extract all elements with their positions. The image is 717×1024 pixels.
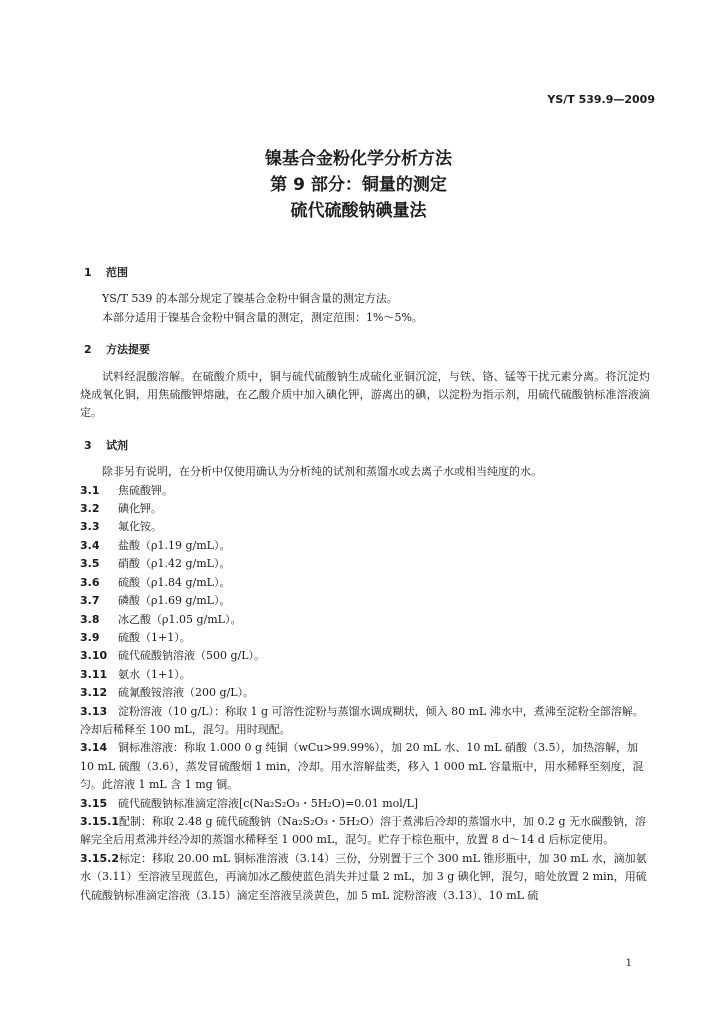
reagent-number: 3.11 [80,667,108,681]
title-line-3: 硫代硫酸钠碘量法 [290,201,427,221]
reagent-number: 3.9 [80,630,100,644]
section-heading-reagents [80,437,650,455]
reagent-text: 磷酸（ρ1.69 g/mL）。 [118,594,231,608]
reagent-number: 3.7 [80,594,100,608]
reagent-item [80,482,650,500]
section-number: 2 [84,343,92,357]
reagent-item [80,703,650,740]
title-line-2: 第 9 部分：铜量的测定 [270,175,447,195]
section-number: 1 [84,266,92,279]
reagent-item [80,500,650,518]
scope-paragraph: YS/T 539 的本部分规定了镍基合金粉中铜含量的测定方法。 [102,292,398,306]
reagent-item [80,684,650,702]
reagent-text: 硫氰酸铵溶液（200 g/L）。 [118,686,255,700]
reagent-number: 3.10 [80,649,108,663]
reagent-item [80,739,650,794]
reagent-text: 标定：移取 20.00 mL 铜标准溶液（3.14）三份，分别置于三个 300 mL 锥形瓶中，加 30 mL 水，滴加氨水（3.11）至溶液呈现蓝色，再滴加冰乙酸使蓝色消失并过量 2 mL，加 3 g 碘化钾，混匀，暗处放置 2 min，用硫代硫酸钠标准滴定溶液（3.15）滴定至溶液呈淡黄色，加 5 mL 淀粉溶液（3.13）、10 mL 硫 [80,851,647,902]
reagent-text: 铜标准溶液：称取 1.000 0 g 纯铜（wCu>99.99%），加 20 mL 水、10 mL 硝酸（3.5），加热溶解，加 10 mL 硫酸（3.6），蒸发冒硫酸烟 1 min，冷却。用水溶解盐类，移入 1 000 mL 容量瓶中，用水稀释至刻度，混匀。此溶液 1 mL 含 1 mg 铜。 [80,741,644,792]
section-heading-scope [80,264,650,282]
reagent-item [80,813,650,850]
section-title: 试剂 [106,438,128,452]
reagent-item [80,611,650,629]
reagent-text: 硫代硫酸钠标准滴定溶液[c(Na₂S₂O₃・5H₂O)=0.01 mol/L] [118,796,419,810]
reagent-text: 盐酸（ρ1.19 g/mL）。 [118,538,231,552]
reagent-item [80,666,650,684]
section-heading-method [80,341,650,359]
reagent-number: 3.4 [80,538,100,552]
reagent-number: 3.1 [80,483,100,497]
reagent-text: 碘化钾。 [118,502,162,516]
standard-number: YS/T 539.9—2009 [547,93,655,106]
reagent-text: 氨水（1+1）。 [118,667,191,681]
reagent-text: 焦硫酸钾。 [118,483,173,497]
reagent-text: 冰乙酸（ρ1.05 g/mL）。 [118,612,242,626]
reagents-intro: 除非另有说明，在分析中仅使用确认为分析纯的试剂和蒸馏水或去离子水或相当纯度的水。 [102,465,542,479]
reagent-text: 硫酸（ρ1.84 g/mL）。 [118,575,231,589]
reagent-item [80,537,650,555]
reagent-number: 3.2 [80,502,100,516]
reagent-item [80,574,650,592]
reagent-number: 3.14 [80,741,108,755]
reagent-text: 硫酸（1+1）。 [118,630,191,644]
reagent-text: 配制：称取 2.48 g 硫代硫酸钠（Na₂S₂O₃・5H₂O）溶于煮沸后冷却的蒸馏水中，加 0.2 g 无水碳酸钠，溶解完全后用煮沸并经冷却的蒸馏水稀释至 1 000 mL，混匀。贮存于棕色瓶中，放置 8 d～14 d 后标定使用。 [80,814,647,847]
reagent-number: 3.3 [80,520,100,534]
reagent-item [80,850,650,905]
reagent-text: 硝酸（ρ1.42 g/mL）。 [118,557,231,571]
reagent-number: 3.12 [80,686,108,700]
reagent-number: 3.13 [80,704,108,718]
reagent-number: 3.6 [80,575,100,589]
reagent-number: 3.5 [80,557,100,571]
reagent-item [80,795,650,813]
reagent-text: 硫代硫酸钠溶液（500 g/L）。 [118,649,266,663]
page-number: 1 [625,958,632,969]
document-body [80,258,650,905]
section-title: 方法提要 [106,343,150,357]
reagent-item [80,592,650,610]
reagent-number: 3.8 [80,612,100,626]
method-paragraph: 试料经混酸溶解。在硫酸介质中，铜与硫代硫酸钠生成硫化亚铜沉淀，与铁、铬、锰等干扰元素分离。将沉淀灼烧成氧化铜，用焦硫酸钾熔融，在乙酸介质中加入碘化钾，游离出的碘，以淀粉为指示剂，用硫代硫酸钠标准溶液滴定。 [80,369,650,420]
reagent-item [80,518,650,536]
section-title: 范围 [106,266,128,279]
reagent-number: 3.15.2 [80,851,119,865]
reagent-number: 3.15.1 [80,814,119,828]
document-title [0,146,717,224]
scope-paragraph: 本部分适用于镍基合金粉中铜含量的测定，测定范围：1%～5%。 [102,310,423,324]
reagent-text: 氟化铵。 [118,520,162,534]
reagent-item [80,647,650,665]
reagent-item [80,629,650,647]
reagent-number: 3.15 [80,796,108,810]
reagent-item [80,555,650,573]
section-number: 3 [84,438,92,452]
title-line-1: 镍基合金粉化学分析方法 [265,149,452,169]
reagent-text: 淀粉溶液（10 g/L）：称取 1 g 可溶性淀粉与蒸馏水调成糊状，倾入 80 mL 沸水中，煮沸至淀粉全部溶解。冷却后稀释至 100 mL，混匀。用时现配。 [80,704,644,736]
